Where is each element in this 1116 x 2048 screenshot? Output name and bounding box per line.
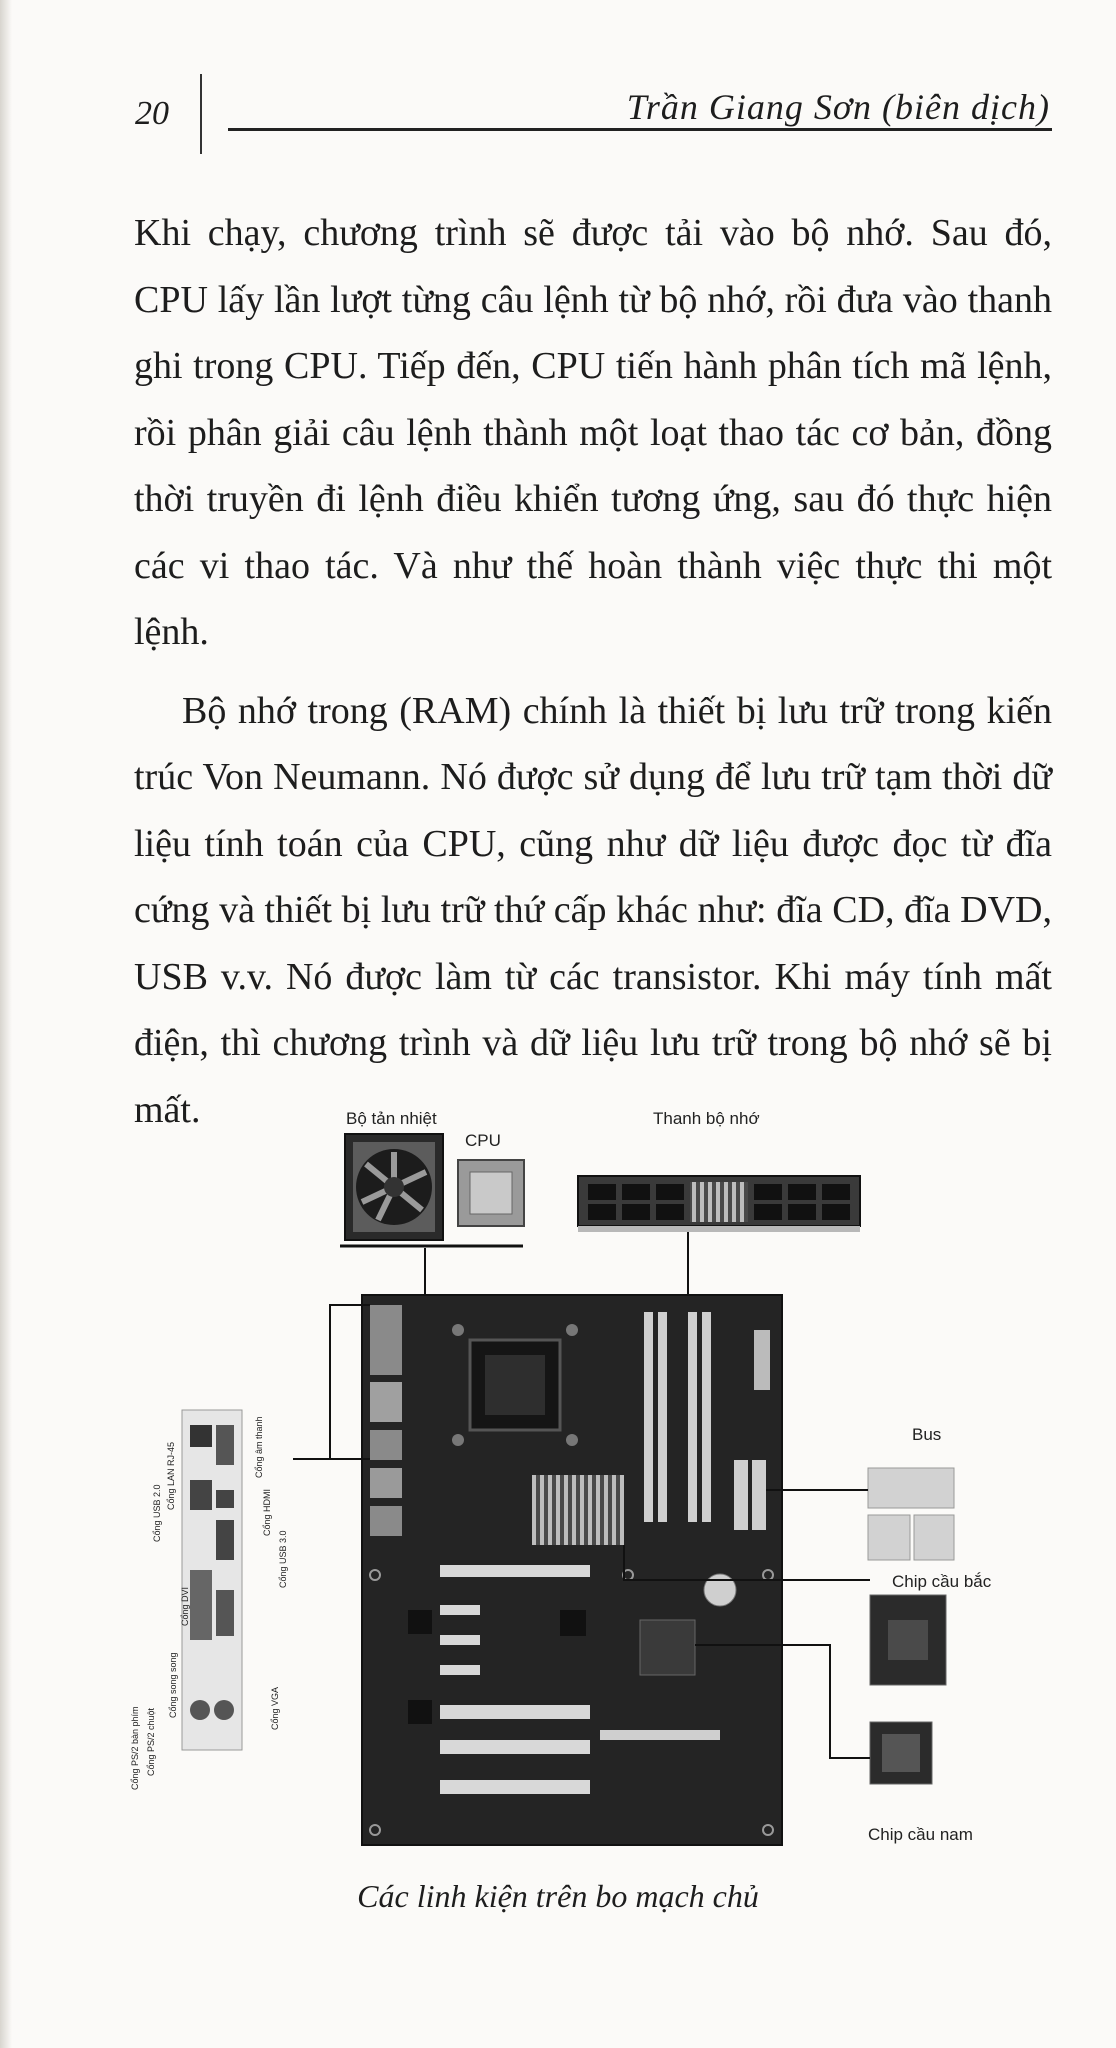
port-label-parallel: Cổng song song <box>168 1652 178 1718</box>
port-label-ps2-keyboard: Cổng PS/2 bàn phím <box>130 1706 140 1790</box>
cpu-image <box>458 1160 524 1226</box>
port-label-hdmi: Cổng HDMI <box>262 1488 272 1536</box>
port-label-vga: Cổng VGA <box>270 1686 280 1730</box>
ram-label: Thanh bộ nhớ <box>653 1109 760 1128</box>
cpu-label: CPU <box>465 1131 501 1150</box>
motherboard-figure <box>130 1090 1040 1890</box>
northbridge-label: Chip cầu bắc <box>892 1572 992 1591</box>
southbridge-chip-image <box>870 1722 932 1784</box>
motherboard-diagram <box>130 1090 1040 1890</box>
port-label-usb2: Cổng USB 2.0 <box>152 1484 162 1542</box>
figure-caption: Các linh kiện trên bo mạch chủ <box>357 1878 759 1914</box>
port-label-ps2-mouse: Cổng PS/2 chuột <box>146 1707 156 1776</box>
connector-back-panel <box>293 1305 370 1459</box>
port-label-usb3: Cổng USB 3.0 <box>278 1530 288 1588</box>
running-head: Trần Giang Sơn (biên dịch) <box>626 87 1050 127</box>
bus-cable-image <box>868 1468 954 1560</box>
motherboard-image <box>362 1295 782 1845</box>
bus-label: Bus <box>912 1425 942 1444</box>
io-shield-image <box>182 1410 242 1750</box>
page-number: 20 <box>135 95 169 132</box>
body-text <box>134 200 1052 1155</box>
paragraph-2: Bộ nhớ trong (RAM) chính là thiết bị lưu trữ trong kiến trúc Von Neumann. Nó được sử dụng để lưu trữ tạm thời dữ liệu tính toán của CPU, cũng như dữ liệu được đọc từ đĩa cứng và thiết bị lưu trữ thứ cấp khác như: đĩa CD, đĩa DVD, USB v.v. Nó được làm từ các transistor. Khi máy tính mất điện, thì chương trình và dữ liệu lưu trữ trong bộ nhớ sẽ bị mất. <box>134 689 1052 1131</box>
header-rule <box>228 128 1052 131</box>
heatsink-label: Bộ tản nhiệt <box>346 1109 437 1128</box>
port-label-dvi: Cổng DVI <box>180 1586 190 1626</box>
header-separator <box>200 74 202 154</box>
port-label-audio: Cổng âm thanh <box>254 1416 264 1478</box>
ram-module-image <box>578 1176 860 1232</box>
port-label-lan: Cổng LAN RJ-45 <box>166 1441 176 1510</box>
paragraph-1: Khi chạy, chương trình sẽ được tải vào bộ nhớ. Sau đó, CPU lấy lần lượt từng câu lệnh từ bộ nhớ, rồi đưa vào thanh ghi trong CPU. Tiếp đến, CPU tiến hành phân tích mã lệnh, rồi phân giải câu lệnh thành một loạt thao tác cơ bản, đồng thời truyền đi lệnh điều khiển tương ứng, sau đó thực hiện các vi thao tác. Và như thế hoàn thành việc thực thi một lệnh. <box>134 212 1052 653</box>
book-spine-shadow <box>0 0 12 2048</box>
northbridge-chip-image <box>870 1595 946 1685</box>
southbridge-label: Chip cầu nam <box>868 1825 973 1844</box>
heatsink-image <box>345 1134 443 1240</box>
